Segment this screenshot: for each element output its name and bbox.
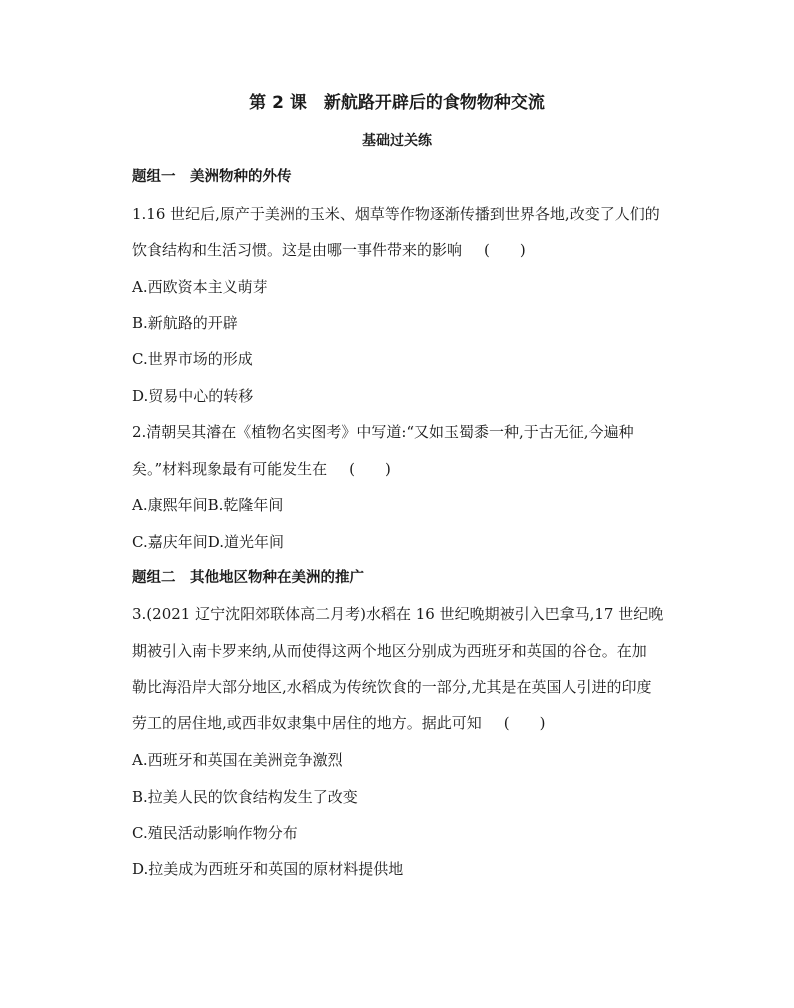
group-1-heading: 题组一 美洲物种的外传 <box>132 169 292 185</box>
question-3-answer-paren: ( ) <box>503 714 546 732</box>
question-2-options-cd: C.嘉庆年间D.道光年间 <box>132 533 284 551</box>
question-1-option-c: C.世界市场的形成 <box>132 350 253 368</box>
question-3-line-2: 期被引入南卡罗来纳,从而使得这两个地区分别成为西班牙和英国的谷仓。在加 <box>132 642 647 660</box>
section-subtitle: 基础过关练 <box>362 133 432 149</box>
lesson-title: 第 2 课 新航路开辟后的食物物种交流 <box>249 93 545 113</box>
question-3-line-1: 3.(2021 辽宁沈阳郊联体高二月考)水稻在 16 世纪晚期被引入巴拿马,17 世纪晚 <box>132 605 664 623</box>
question-3-option-b: B.拉美人民的饮食结构发生了改变 <box>132 788 358 806</box>
question-1-line-2 <box>132 240 526 260</box>
question-1-line-2-text: 饮食结构和生活习惯。这是由哪一事件带来的影响 <box>132 241 463 259</box>
question-3-line-3: 勒比海沿岸大部分地区,水稻成为传统饮食的一部分,尤其是在英国人引进的印度 <box>132 678 652 696</box>
question-1-option-d: D.贸易中心的转移 <box>132 387 254 405</box>
question-2-line-2 <box>132 459 391 479</box>
question-3-line-4-text: 劳工的居住地,或西非奴隶集中居住的地方。据此可知 <box>132 714 482 732</box>
question-2-line-1: 2.清朝吴其濬在《植物名实图考》中写道:“又如玉蜀黍一种,于古无征,今遍种 <box>132 423 634 441</box>
group-2-heading: 题组二 其他地区物种在美洲的推广 <box>132 570 364 586</box>
question-2-line-2-text: 矣。”材料现象最有可能发生在 <box>132 460 328 478</box>
question-1-answer-paren: ( ) <box>484 241 526 259</box>
question-2-answer-paren: ( ) <box>349 460 391 478</box>
question-3-option-c: C.殖民活动影响作物分布 <box>132 824 298 842</box>
question-2-options-ab: A.康熙年间B.乾隆年间 <box>132 496 284 514</box>
question-1-option-b: B.新航路的开辟 <box>132 314 238 332</box>
question-3-option-d: D.拉美成为西班牙和英国的原材料提供地 <box>132 860 404 878</box>
question-1-line-1: 1.16 世纪后,原产于美洲的玉米、烟草等作物逐渐传播到世界各地,改变了人们的 <box>132 205 660 223</box>
question-1-option-a: A.西欧资本主义萌芽 <box>132 278 268 296</box>
question-3-line-4 <box>132 713 546 733</box>
question-3-option-a: A.西班牙和英国在美洲竞争激烈 <box>132 751 343 769</box>
